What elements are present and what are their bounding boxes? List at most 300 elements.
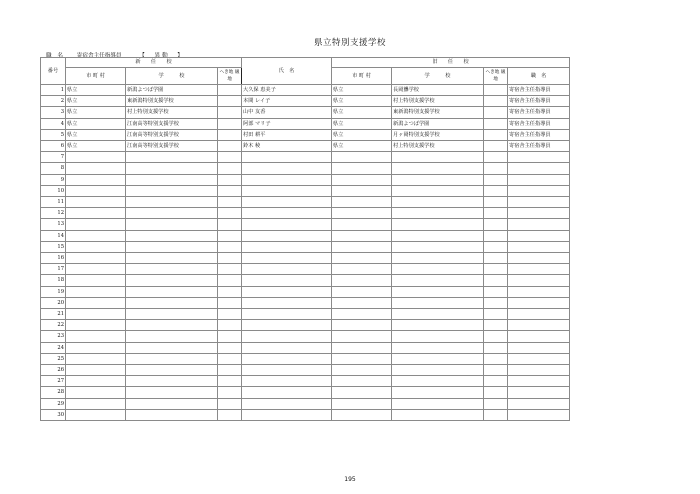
row-number: 14 [41, 230, 66, 241]
old-city-cell [332, 387, 392, 398]
title-cell [508, 230, 570, 241]
name-cell: 鈴木 稜 [242, 141, 332, 152]
title-cell [508, 309, 570, 320]
new-school-cell [126, 241, 218, 252]
table-header [41, 58, 570, 85]
new-hekichi-cell [218, 286, 242, 297]
old-city-cell: 県立 [332, 85, 392, 96]
old-hekichi-cell [484, 241, 508, 252]
new-city-cell [66, 152, 126, 163]
title-cell [508, 342, 570, 353]
table-row [41, 219, 570, 230]
transfer-table [40, 57, 570, 421]
old-school-cell [392, 365, 484, 376]
table-row [41, 107, 570, 118]
job-value: 寄宿舎主任指導員 [76, 53, 122, 59]
old-school-cell [392, 174, 484, 185]
name-cell [242, 163, 332, 174]
old-hekichi-cell [484, 331, 508, 342]
table-body [41, 85, 570, 421]
old-city-cell [332, 409, 392, 420]
table-row [41, 85, 570, 96]
header-old-gakko: 学 校 [392, 68, 484, 85]
row-number: 7 [41, 152, 66, 163]
name-cell [242, 185, 332, 196]
new-school-cell: 東新潟特別支援学校 [126, 96, 218, 107]
old-school-cell [392, 253, 484, 264]
title-cell [508, 264, 570, 275]
title-cell [508, 197, 570, 208]
table-row [41, 387, 570, 398]
new-city-cell [66, 409, 126, 420]
new-city-cell [66, 197, 126, 208]
new-school-cell [126, 174, 218, 185]
row-number: 30 [41, 409, 66, 420]
new-city-cell [66, 387, 126, 398]
new-hekichi-cell [218, 241, 242, 252]
title-cell [508, 185, 570, 196]
new-school-cell [126, 309, 218, 320]
title-cell [508, 320, 570, 331]
old-hekichi-cell [484, 286, 508, 297]
table-row [41, 365, 570, 376]
table-row [41, 297, 570, 308]
old-school-cell [392, 309, 484, 320]
new-hekichi-cell [218, 197, 242, 208]
new-school-cell [126, 230, 218, 241]
old-hekichi-cell [484, 163, 508, 174]
old-city-cell: 県立 [332, 96, 392, 107]
name-cell [242, 152, 332, 163]
name-cell: 山中 友香 [242, 107, 332, 118]
row-number: 18 [41, 275, 66, 286]
new-city-cell [66, 264, 126, 275]
row-number: 22 [41, 320, 66, 331]
old-city-cell [332, 297, 392, 308]
header-old-shichoson: 市 町 村 [332, 68, 392, 85]
new-school-cell [126, 398, 218, 409]
title-cell [508, 365, 570, 376]
new-city-cell [66, 163, 126, 174]
name-cell [242, 353, 332, 364]
old-hekichi-cell [484, 264, 508, 275]
old-city-cell: 県立 [332, 129, 392, 140]
new-city-cell [66, 320, 126, 331]
new-hekichi-cell [218, 297, 242, 308]
old-city-cell [332, 286, 392, 297]
old-city-cell [332, 264, 392, 275]
table-row [41, 174, 570, 185]
old-hekichi-cell [484, 174, 508, 185]
old-hekichi-cell [484, 141, 508, 152]
old-hekichi-cell [484, 197, 508, 208]
title-cell [508, 152, 570, 163]
table-row [41, 141, 570, 152]
title-cell [508, 163, 570, 174]
new-city-cell [66, 398, 126, 409]
old-hekichi-cell [484, 230, 508, 241]
old-hekichi-cell [484, 96, 508, 107]
new-school-cell: 江南高等特別支援学校 [126, 129, 218, 140]
row-number: 6 [41, 141, 66, 152]
old-city-cell [332, 230, 392, 241]
title-cell [508, 409, 570, 420]
name-cell: 本間 レイ子 [242, 96, 332, 107]
new-school-cell [126, 353, 218, 364]
new-city-cell [66, 331, 126, 342]
old-city-cell [332, 219, 392, 230]
new-city-cell [66, 353, 126, 364]
new-hekichi-cell [218, 309, 242, 320]
new-school-cell [126, 253, 218, 264]
old-city-cell [332, 365, 392, 376]
name-cell [242, 174, 332, 185]
new-school-cell [126, 331, 218, 342]
old-city-cell [332, 185, 392, 196]
new-hekichi-cell [218, 264, 242, 275]
row-number: 9 [41, 174, 66, 185]
new-hekichi-cell [218, 365, 242, 376]
new-hekichi-cell [218, 141, 242, 152]
name-cell [242, 241, 332, 252]
old-city-cell [332, 320, 392, 331]
name-cell [242, 253, 332, 264]
table-row [41, 331, 570, 342]
title-cell: 寄宿舎主任指導員 [508, 141, 570, 152]
name-cell [242, 309, 332, 320]
new-city-cell [66, 219, 126, 230]
old-hekichi-cell [484, 275, 508, 286]
new-school-cell: 新潟よつば学園 [126, 85, 218, 96]
table-row [41, 264, 570, 275]
old-school-cell [392, 297, 484, 308]
old-city-cell [332, 208, 392, 219]
old-hekichi-cell [484, 152, 508, 163]
new-city-cell [66, 297, 126, 308]
new-school-cell [126, 275, 218, 286]
old-school-cell [392, 275, 484, 286]
name-cell [242, 297, 332, 308]
new-school-cell [126, 320, 218, 331]
name-cell [242, 197, 332, 208]
table-row [41, 152, 570, 163]
title-cell [508, 286, 570, 297]
new-school-cell: 村上特別支援学校 [126, 107, 218, 118]
table-row [41, 96, 570, 107]
page-number: 195 [344, 476, 356, 483]
table-row [41, 241, 570, 252]
header-shimei: 氏 名 [242, 58, 332, 85]
old-school-cell [392, 286, 484, 297]
header-new-gakko: 学 校 [126, 68, 218, 85]
new-city-cell: 県立 [66, 85, 126, 96]
name-cell [242, 365, 332, 376]
row-number: 29 [41, 398, 66, 409]
table-row [41, 286, 570, 297]
job-label: 職 名 [46, 53, 65, 59]
new-hekichi-cell [218, 219, 242, 230]
row-number: 28 [41, 387, 66, 398]
old-school-cell [392, 241, 484, 252]
row-number: 20 [41, 297, 66, 308]
new-hekichi-cell [218, 96, 242, 107]
old-hekichi-cell [484, 219, 508, 230]
title-cell [508, 253, 570, 264]
new-hekichi-cell [218, 163, 242, 174]
old-school-cell [392, 230, 484, 241]
new-hekichi-cell [218, 253, 242, 264]
old-hekichi-cell [484, 297, 508, 308]
title-cell [508, 376, 570, 387]
new-hekichi-cell [218, 174, 242, 185]
old-city-cell: 県立 [332, 118, 392, 129]
row-number: 23 [41, 331, 66, 342]
new-school-cell [126, 219, 218, 230]
old-hekichi-cell [484, 208, 508, 219]
new-hekichi-cell [218, 320, 242, 331]
new-school-cell [126, 152, 218, 163]
old-city-cell [332, 398, 392, 409]
old-city-cell [332, 353, 392, 364]
new-hekichi-cell [218, 230, 242, 241]
name-cell [242, 331, 332, 342]
old-hekichi-cell [484, 309, 508, 320]
new-city-cell [66, 185, 126, 196]
old-school-cell: 村上特別支援学校 [392, 96, 484, 107]
header-bango: 番号 [41, 58, 66, 85]
old-school-cell [392, 163, 484, 174]
name-cell [242, 275, 332, 286]
old-school-cell: 東新潟特別支援学校 [392, 107, 484, 118]
row-number: 19 [41, 286, 66, 297]
row-number: 16 [41, 253, 66, 264]
old-hekichi-cell [484, 107, 508, 118]
row-number: 10 [41, 185, 66, 196]
new-hekichi-cell [218, 387, 242, 398]
row-number: 5 [41, 129, 66, 140]
new-school-cell [126, 163, 218, 174]
table-row [41, 342, 570, 353]
new-hekichi-cell [218, 275, 242, 286]
table-row [41, 253, 570, 264]
new-school-cell [126, 387, 218, 398]
new-hekichi-cell [218, 152, 242, 163]
old-school-cell [392, 208, 484, 219]
old-school-cell [392, 398, 484, 409]
transfer-type: 【 異動 】 [139, 53, 185, 59]
old-school-cell [392, 219, 484, 230]
old-school-cell [392, 152, 484, 163]
table-row [41, 185, 570, 196]
old-hekichi-cell [484, 376, 508, 387]
name-cell [242, 230, 332, 241]
new-hekichi-cell [218, 85, 242, 96]
old-school-cell [392, 387, 484, 398]
old-school-cell [392, 185, 484, 196]
new-hekichi-cell [218, 118, 242, 129]
old-city-cell: 県立 [332, 141, 392, 152]
title-cell [508, 297, 570, 308]
new-city-cell [66, 174, 126, 185]
old-school-cell [392, 264, 484, 275]
old-school-cell [392, 409, 484, 420]
old-hekichi-cell [484, 320, 508, 331]
name-cell: 阿部 マリ子 [242, 118, 332, 129]
header-new-shichoson: 市 町 村 [66, 68, 126, 85]
new-city-cell [66, 253, 126, 264]
table-row [41, 129, 570, 140]
title-cell [508, 241, 570, 252]
title-cell [508, 387, 570, 398]
table-row [41, 376, 570, 387]
old-hekichi-cell [484, 387, 508, 398]
title-cell: 寄宿舎主任指導員 [508, 107, 570, 118]
old-city-cell [332, 275, 392, 286]
new-hekichi-cell [218, 129, 242, 140]
title-cell [508, 353, 570, 364]
new-school-cell [126, 264, 218, 275]
row-number: 4 [41, 118, 66, 129]
old-hekichi-cell [484, 398, 508, 409]
old-hekichi-cell [484, 118, 508, 129]
old-school-cell: 新潟よつば学園 [392, 118, 484, 129]
row-number: 12 [41, 208, 66, 219]
old-city-cell: 県立 [332, 107, 392, 118]
name-cell [242, 264, 332, 275]
new-city-cell: 県立 [66, 107, 126, 118]
old-school-cell: 村上特別支援学校 [392, 141, 484, 152]
old-city-cell [332, 253, 392, 264]
old-hekichi-cell [484, 365, 508, 376]
page-title: 県立特別支援学校 [313, 38, 386, 48]
name-cell [242, 208, 332, 219]
new-school-cell [126, 208, 218, 219]
new-hekichi-cell [218, 409, 242, 420]
new-city-cell: 県立 [66, 129, 126, 140]
header-new-school-group: 新 任 校 [66, 58, 242, 68]
table-row [41, 208, 570, 219]
old-city-cell [332, 163, 392, 174]
new-city-cell: 県立 [66, 96, 126, 107]
new-city-cell [66, 241, 126, 252]
table-row [41, 275, 570, 286]
table-row [41, 353, 570, 364]
new-school-cell [126, 286, 218, 297]
name-cell [242, 286, 332, 297]
old-hekichi-cell [484, 342, 508, 353]
new-city-cell [66, 365, 126, 376]
name-cell: 村田 耕平 [242, 129, 332, 140]
old-city-cell [332, 331, 392, 342]
name-cell [242, 342, 332, 353]
old-city-cell [332, 342, 392, 353]
new-school-cell [126, 365, 218, 376]
new-city-cell: 県立 [66, 118, 126, 129]
new-city-cell: 県立 [66, 141, 126, 152]
old-hekichi-cell [484, 85, 508, 96]
row-number: 11 [41, 197, 66, 208]
title-cell: 寄宿舎主任指導員 [508, 118, 570, 129]
new-city-cell [66, 342, 126, 353]
header-shokumei: 職 名 [508, 68, 570, 85]
name-cell [242, 219, 332, 230]
old-school-cell [392, 197, 484, 208]
old-school-cell [392, 353, 484, 364]
name-cell [242, 320, 332, 331]
old-city-cell [332, 152, 392, 163]
new-school-cell [126, 297, 218, 308]
row-number: 13 [41, 219, 66, 230]
row-number: 27 [41, 376, 66, 387]
new-hekichi-cell [218, 376, 242, 387]
old-school-cell [392, 331, 484, 342]
title-cell: 寄宿舎主任指導員 [508, 85, 570, 96]
new-hekichi-cell [218, 331, 242, 342]
new-hekichi-cell [218, 342, 242, 353]
new-city-cell [66, 376, 126, 387]
new-hekichi-cell [218, 185, 242, 196]
title-cell: 寄宿舎主任指導員 [508, 96, 570, 107]
row-number: 25 [41, 353, 66, 364]
new-city-cell [66, 208, 126, 219]
new-school-cell [126, 197, 218, 208]
old-city-cell [332, 197, 392, 208]
new-school-cell: 江南高等特別支援学校 [126, 118, 218, 129]
row-number: 21 [41, 309, 66, 320]
title-cell [508, 275, 570, 286]
new-school-cell: 江南高等特別支援学校 [126, 141, 218, 152]
table-row [41, 409, 570, 420]
header-old-school-group: 旧 任 校 [332, 58, 570, 68]
name-cell: 大久保 恵美子 [242, 85, 332, 96]
header-old-hekichi: へき地 級 地 [484, 68, 508, 85]
table-row [41, 118, 570, 129]
old-hekichi-cell [484, 409, 508, 420]
row-number: 8 [41, 163, 66, 174]
new-city-cell [66, 230, 126, 241]
new-hekichi-cell [218, 208, 242, 219]
new-school-cell [126, 342, 218, 353]
name-cell [242, 376, 332, 387]
row-number: 17 [41, 264, 66, 275]
old-city-cell [332, 309, 392, 320]
title-cell [508, 219, 570, 230]
row-number: 15 [41, 241, 66, 252]
old-school-cell: 長岡聾学校 [392, 85, 484, 96]
table-row [41, 309, 570, 320]
old-hekichi-cell [484, 353, 508, 364]
new-city-cell [66, 286, 126, 297]
title-cell [508, 208, 570, 219]
title-cell [508, 398, 570, 409]
title-cell [508, 331, 570, 342]
old-hekichi-cell [484, 185, 508, 196]
new-city-cell [66, 275, 126, 286]
table-row [41, 320, 570, 331]
table-row [41, 398, 570, 409]
name-cell [242, 409, 332, 420]
table-row [41, 197, 570, 208]
new-city-cell [66, 309, 126, 320]
header-new-hekichi: へき地 級 地 [218, 68, 242, 85]
old-school-cell [392, 342, 484, 353]
row-number: 24 [41, 342, 66, 353]
old-school-cell [392, 376, 484, 387]
new-hekichi-cell [218, 107, 242, 118]
title-cell [508, 174, 570, 185]
title-cell: 寄宿舎主任指導員 [508, 129, 570, 140]
row-number: 26 [41, 365, 66, 376]
